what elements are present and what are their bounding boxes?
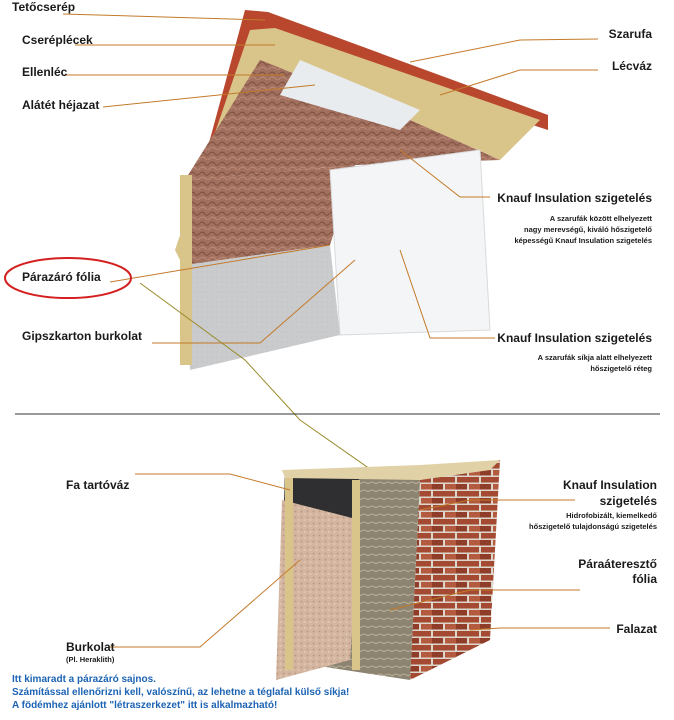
timber-frame-mid <box>352 480 360 670</box>
label-cereplec: Cseréplécek <box>22 33 93 47</box>
label-knauf-insulation-2: Knauf Insulation szigetelés <box>497 331 652 345</box>
roof-cross-section-illustration <box>175 10 548 370</box>
label-gipszkarton-burkolat: Gipszkarton burkolat <box>22 329 143 343</box>
label-knauf-insulation-1: Knauf Insulation szigetelés <box>497 191 652 205</box>
knauf-2-desc-1: A szarufák síkja alatt elhelyezett <box>537 353 652 362</box>
label-burkolat-sub: (Pl. Heraklith) <box>66 655 115 664</box>
label-parazaro-folia: Párazáró fólia <box>22 270 101 284</box>
label-szarufa: Szarufa <box>608 27 652 41</box>
knauf-2-desc-2: hőszigetelő réteg <box>590 364 652 373</box>
label-tetocserep: Tetőcserép <box>12 0 76 14</box>
label-paraatereszto-2: fólia <box>632 572 657 586</box>
wall-cross-section-illustration <box>276 460 500 680</box>
note-line-3: A födémhez ajánlott "létraszerkezet" itt is alkalmazható! <box>12 700 278 711</box>
wall-knauf-desc-2: hőszigetelő tulajdonságú szigetelés <box>529 522 657 531</box>
label-wall-knauf-2: szigetelés <box>599 494 657 508</box>
label-lecvaz: Lécváz <box>611 59 652 73</box>
knauf-1-desc-2: nagy merevségű, kiváló hőszigetelő <box>524 225 652 234</box>
vapour-barrier-foil <box>330 150 490 335</box>
note-line-2: Számítással ellenőrizni kell, valószínű, az lehetne a téglafal külső síkja! <box>12 687 350 698</box>
knauf-1-desc-1: A szarufák között elhelyezett <box>549 214 652 223</box>
gypsum-board <box>185 245 340 370</box>
label-alatet-hejazat: Alátét héjazat <box>22 98 100 112</box>
note-line-1: Itt kimaradt a párazáró sajnos. <box>12 674 156 685</box>
brick-wall-side <box>410 460 500 680</box>
label-ellenlec: Ellenléc <box>22 65 68 79</box>
label-wall-knauf-1: Knauf Insulation <box>563 478 657 492</box>
label-falazat: Falazat <box>616 622 657 636</box>
wall-knauf-desc-1: Hidrofobizált, kiemelkedő <box>566 511 657 520</box>
label-burkolat: Burkolat <box>66 640 115 654</box>
knauf-1-desc-3: képességű Knauf Insulation szigetelés <box>514 236 652 245</box>
label-paraatereszto-1: Páraáteresztő <box>578 557 657 571</box>
label-fa-tartovaz: Fa tartóváz <box>66 478 130 492</box>
